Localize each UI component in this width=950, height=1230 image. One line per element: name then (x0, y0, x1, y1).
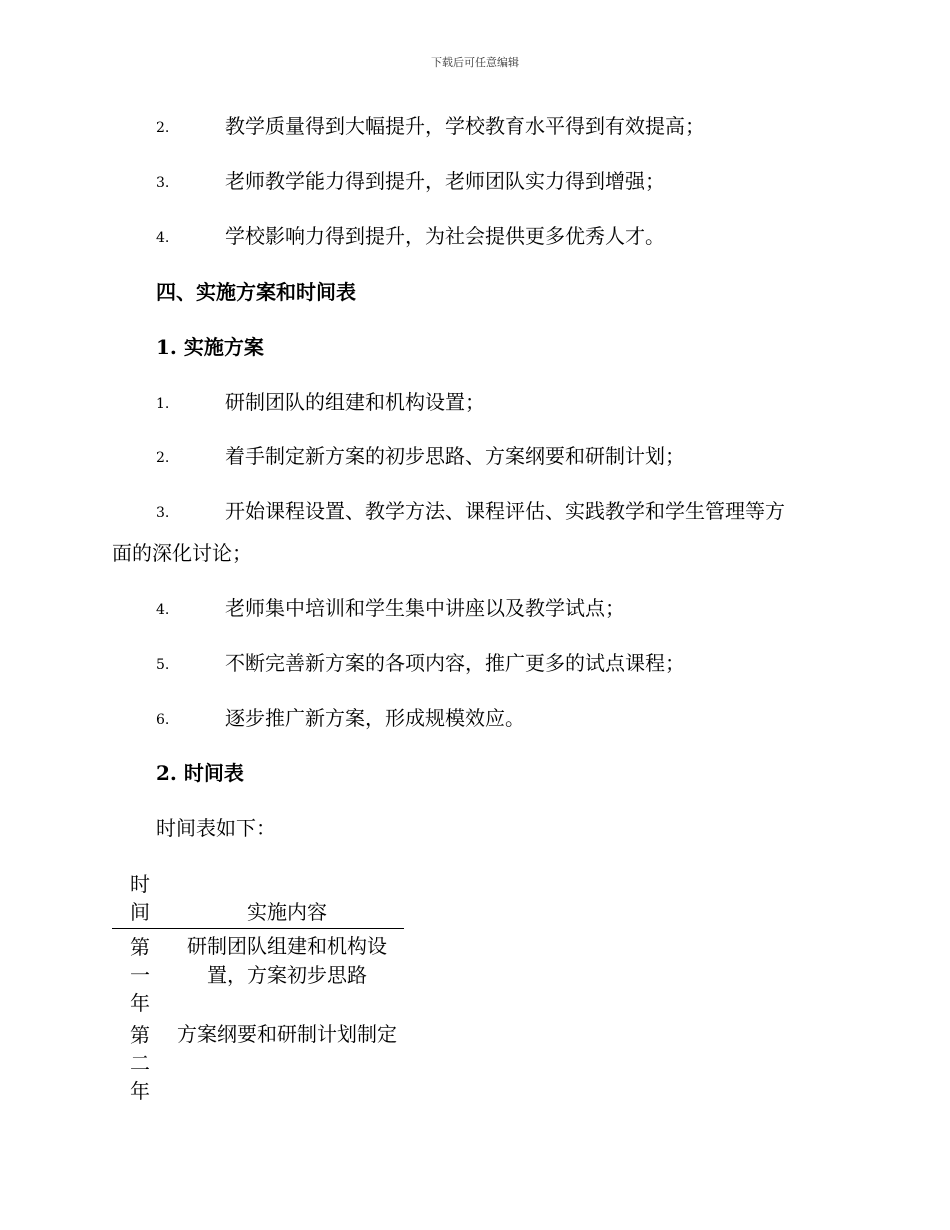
list-item-text: 开始课程设置、教学方法、课程评估、实践教学和学生管理等方 (225, 499, 785, 523)
schedule-table (112, 870, 404, 1107)
list-item-number: 2. (156, 120, 170, 136)
section-title: 四、实施方案和时间表 (156, 280, 356, 304)
schedule-intro: 时间表如下： (156, 816, 276, 840)
row-time: 第一年 (130, 935, 150, 1015)
list-item-number: 3. (156, 175, 170, 191)
list-item-number: 5. (156, 657, 170, 673)
subsection-title-schedule: 2. 时间表 (156, 761, 244, 785)
list-item-number: 3. (156, 505, 170, 521)
list-item-continuation: 面的深化讨论； (112, 541, 252, 565)
schedule-header-row (112, 870, 404, 929)
table-row (112, 929, 404, 1017)
list-item-number: 2. (156, 450, 170, 466)
table-row (112, 1017, 404, 1107)
list-item-text: 老师教学能力得到提升，老师团队实力得到增强； (225, 169, 665, 193)
row-time: 第二年 (130, 1023, 150, 1103)
list-item-text: 老师集中培训和学生集中讲座以及教学试点； (225, 596, 625, 620)
list-item-number: 1. (156, 396, 170, 412)
header-content: 实施内容 (247, 900, 327, 924)
header-time: 时间 (130, 872, 150, 924)
list-item-text: 教学质量得到大幅提升，学校教育水平得到有效提高； (225, 114, 705, 138)
list-item-number: 4. (156, 230, 170, 246)
list-item-number: 6. (156, 712, 170, 728)
list-item-text: 研制团队的组建和机构设置； (225, 390, 485, 414)
list-item-text: 学校影响力得到提升，为社会提供更多优秀人才。 (225, 224, 665, 248)
list-item-text: 着手制定新方案的初步思路、方案纲要和研制计划； (225, 444, 685, 468)
list-item-text: 逐步推广新方案，形成规模效应。 (225, 706, 525, 730)
row-content: 方案纲要和研制计划制定 (177, 1022, 397, 1046)
row-content: 研制团队组建和机构设置，方案初步思路 (187, 934, 387, 987)
subsection-title-plan: 1. 实施方案 (156, 335, 264, 359)
page-header: 下载后可任意编辑 (431, 56, 519, 69)
list-item-number: 4. (156, 602, 170, 618)
list-item-text: 不断完善新方案的各项内容，推广更多的试点课程； (225, 651, 685, 675)
